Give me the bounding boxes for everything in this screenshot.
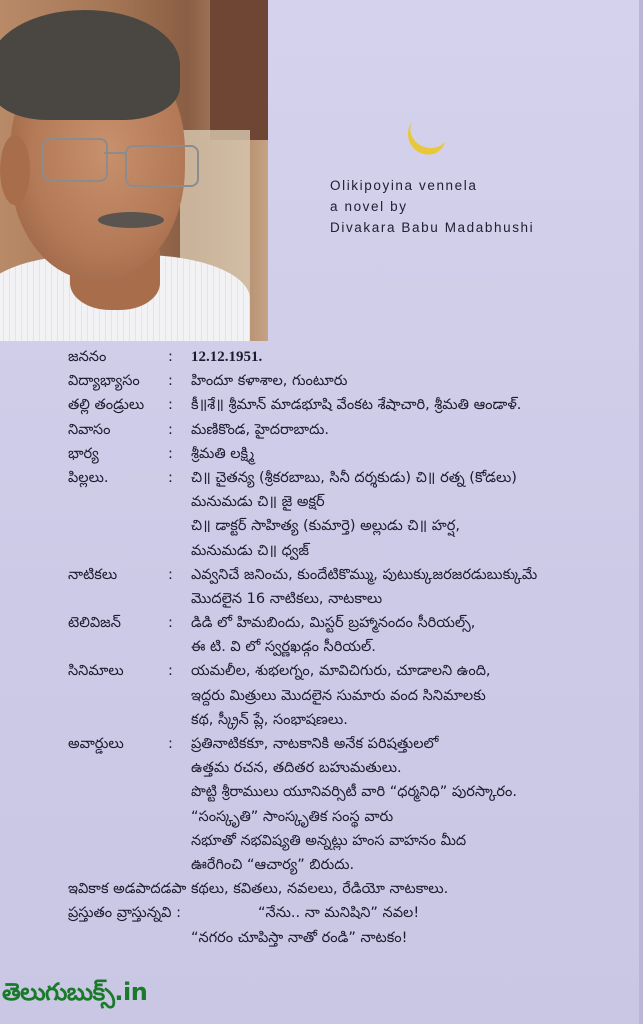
book-subtitle: a novel by [330, 199, 408, 214]
bio-row-films: సినిమాలు : యమలీల, శుభలగ్నం, మావిచిగురు, చూడాలని ఉంది, [68, 663, 491, 680]
bio-row-television: టెలివిజన్ : డిడి లో హిమబిందు, మిస్టర్ బ్రహ్మానందం సీరియల్స్, [68, 615, 476, 632]
bio-row-residence: నివాసం : మణికొండ, హైదరాబాదు. [68, 421, 329, 438]
bio-line: మనుమడు చి॥ జై అక్షర్ [191, 494, 325, 511]
author-photo [0, 0, 268, 341]
book-info [330, 175, 534, 238]
bio-line: ఉత్తమ రచన, తదితర బహుమతులు. [191, 760, 402, 777]
bio-row-birth: జననం : 12.12.1951. [68, 349, 263, 365]
bio-line: పొట్టి శ్రీరాములు యూనివర్సిటీ వారి “ధర్మనిధి” పురస్కారం. [191, 784, 517, 801]
bio-extra: ఇవికాక అడపాదడపా కథలు, కవితలు, నవలలు, రేడియో నాటకాలు. [68, 881, 449, 898]
bio-row-children: పిల్లలు. : చి॥ చైతన్య (శ్రీకరబాబు, సినీ దర్శకుడు) చి॥ రత్న (కోడలు) [68, 469, 517, 486]
bio-current-2: “నగరం చూపిస్తా నాతో రండి” నాటకం! [191, 929, 408, 946]
watermark-logo: తెలుగుబుక్స్.in [2, 978, 148, 1006]
bio-line: మొదలైన 16 నాటికలు, నాటకాలు [191, 590, 383, 607]
bio-line: ఈ టి. వి లో స్వర్ణఖడ్గం సీరియల్. [191, 639, 376, 656]
bio-line: ఇద్దరు మిత్రులు మొదలైన సుమారు వంద సినిమాలకు [191, 687, 486, 704]
bio-line: చి॥ డాక్టర్ సాహిత్య (కుమార్తె) అల్లుడు చి॥ హర్ష, [191, 518, 460, 535]
crescent-moon-icon [402, 116, 446, 158]
bio-line: ఊరేగించి “ఆచార్య” బిరుదు. [191, 856, 355, 873]
bio-current: ప్రస్తుతం వ్రాస్తున్నవి : “నేను.. నా మనిషిని” నవల! [68, 905, 420, 922]
book-author: Divakara Babu Madabhushi [330, 220, 535, 235]
bio-row-education: విద్యాభ్యాసం : హిందూ కళాశాల, గుంటూరు [68, 373, 348, 390]
book-title: Olikipoyina vennela [330, 178, 478, 193]
bio-row-plays: నాటికలు : ఎవ్వనిచే జనించు, కుందేటికొమ్ము, పుటుక్కుజరజరడుబుక్కుమే [68, 566, 538, 583]
bio-line: కథ, స్క్రీన్ ప్లే, సంభాషణలు. [191, 711, 348, 728]
bio-line: “సంస్కృతి” సాంస్కృతిక సంస్థ వారు [191, 808, 394, 825]
bio-row-awards: అవార్డులు : ప్రతినాటికకూ, నాటకానికి అనేక పరిషత్తులలో [68, 736, 439, 752]
bio-row-parents: తల్లి తండ్రులు : కీ॥శే॥ శ్రీమాన్ మాడభూషి వేంకట శేషాచారి, శ్రీమతి ఆండాళ్. [68, 397, 522, 414]
bio-row-wife: భార్య : శ్రీమతి లక్ష్మి [68, 445, 255, 462]
bio-line: మనుమడు చి॥ ధ్వజ్ [191, 542, 310, 559]
bio-line: నభూతో నభవిష్యతి అన్నట్లు హంస వాహనం మీద [191, 832, 467, 849]
author-bio [0, 345, 643, 950]
